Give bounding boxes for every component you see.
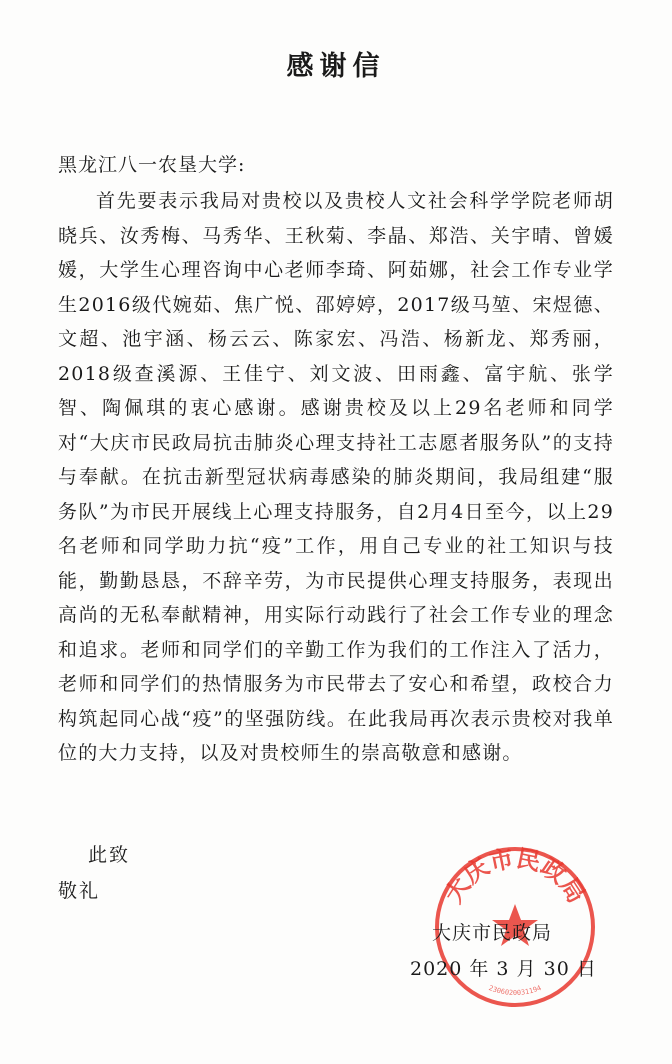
letter-title: 感谢信	[286, 51, 386, 82]
letter-signer: 大庆市民政局	[432, 922, 553, 944]
seal-number	[488, 984, 543, 997]
seal-number-path: 2306020031194	[487, 983, 543, 997]
letter-body: 首先要表示我局对贵校以及贵校人文社会科学学院老师胡晓兵、汝秀梅、马秀华、王秋菊、李晶、郑浩、关宇晴、曾媛媛，大学生心理咨询中心老师李琦、阿茹娜，社会工作专业学生2016级代婉茹、焦广悦、邵婷婷，2017级马堃、宋煜德、文超、池宇涵、杨云云、陈家宏、冯浩、杨新龙、郑秀丽，2018级查溪源、王佳宁、刘文波、田雨鑫、富宇航、张学智、陶佩琪的衷心感谢。感谢贵校及以上29名老师和同学对“大庆市民政局抗击肺炎心理支持社工志愿者服务队”的支持与奉献。在抗击新型冠状病毒感染的肺炎期间，我局组建“服务队”为市民开展线上心理支持服务，自2月4日至今，以上29名老师和同学助力抗“疫”工作，用自己专业的社工知识与技能，勤勤恳恳，不辞辛劳，为市民提供心理支持服务，表现出高尚的无私奉献精神，用实际行动践行了社会工作专业的理念和追求。老师和同学们的辛勤工作为我们的工作注入了活力，老师和同学们的热情服务为市民带去了安心和希望，政校合力构筑起同心战“疫”的坚强防线。在此我局再次表示贵校对我单位的大力支持，以及对贵校师生的崇高敬意和感谢。	[58, 190, 614, 764]
seal-text-path: 大庆市民政局	[438, 843, 592, 909]
letter-regards: 敬礼	[58, 880, 101, 902]
letter-closing: 此致	[88, 844, 131, 866]
letter-salutation: 黑龙江八一农垦大学:	[58, 154, 246, 176]
letter-date: 2020 年 3 月 30 日	[410, 958, 597, 980]
seal-text	[439, 843, 592, 908]
